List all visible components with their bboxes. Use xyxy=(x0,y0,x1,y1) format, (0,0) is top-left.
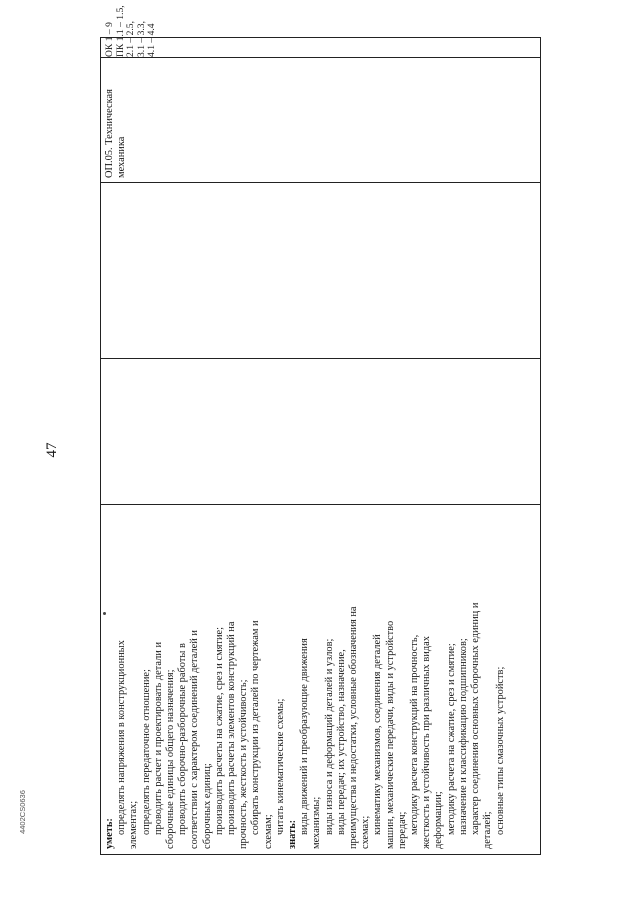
znat-line: назначение и классификацию подшипников; xyxy=(457,638,469,835)
znat-line: виды передач; их устройство, назначение, xyxy=(335,649,347,835)
skills-knowledge-cell xyxy=(101,505,540,854)
umet-heading: уметь: xyxy=(104,818,115,849)
znat-line: жесткость и устойчивость при различных видах xyxy=(421,636,433,849)
document-code: 4402CS0636 xyxy=(18,790,27,834)
discipline-title: ОП.05. Техническая xyxy=(104,89,115,178)
competency-line: 4.1 – 4.4 xyxy=(146,23,158,57)
umet-line: определять напряжения в конструкционных xyxy=(116,640,128,835)
znat-line: виды износа и деформаций деталей и узлов; xyxy=(323,638,335,835)
umet-line: элементах; xyxy=(128,800,140,849)
znat-line: методику расчета на сжатие, срез и смятие; xyxy=(445,643,457,835)
znat-line: передач; xyxy=(396,811,408,849)
znat-line: методику расчета конструкций на прочность, xyxy=(409,634,421,835)
umet-line: определять передаточное отношение; xyxy=(140,669,152,835)
znat-line: основные типы смазочных устройств; xyxy=(494,666,506,835)
znat-line: механизмы; xyxy=(311,796,323,849)
rotated-table-frame xyxy=(100,5,541,855)
umet-line: собирать конструкции из деталей по чертежам и xyxy=(250,620,262,835)
empty-cell xyxy=(101,183,540,359)
umet-line: соответствии с характером соединений деталей и xyxy=(189,630,201,849)
competency-line: 2.1 – 2.5, xyxy=(125,21,137,57)
znat-list xyxy=(299,510,506,849)
znat-line: преимущества и недостатки, условные обозначения на xyxy=(348,606,360,849)
competencies-cell xyxy=(101,5,540,58)
umet-line: прочность, жесткость и устойчивость; xyxy=(238,679,250,849)
znat-line: характер соединения основных сборочных единиц и xyxy=(470,602,482,835)
znat-line: схемах; xyxy=(360,815,372,849)
discipline-cell xyxy=(101,58,540,183)
znat-line: машин, механические передачи, виды и устройство xyxy=(384,620,396,849)
umet-line: сборочных единиц; xyxy=(201,763,213,849)
znat-line: кинематику механизмов, соединения деталей xyxy=(372,634,384,835)
competency-line: ПК 1.1 – 1.5, xyxy=(114,5,126,57)
discipline-title-cont: механика xyxy=(116,136,128,178)
umet-line: производить расчеты элементов конструкций на xyxy=(226,621,238,835)
znat-line: деформации; xyxy=(433,791,445,849)
competency-line: 3.1 – 3.3, xyxy=(135,21,147,57)
competency-line: ОК 1 – 9 xyxy=(104,22,115,57)
umet-list xyxy=(116,510,287,849)
page-number: 47 xyxy=(44,442,60,458)
empty-cell xyxy=(101,359,540,505)
znat-line: деталей; xyxy=(482,811,494,849)
znat-heading: знать: xyxy=(287,819,299,849)
umet-line: сборочные единицы общего назначения; xyxy=(165,669,177,849)
competency-table xyxy=(100,5,541,855)
umet-line: схемам; xyxy=(262,814,274,849)
umet-line: проводить расчет и проектировать детали и xyxy=(152,641,164,835)
znat-line: виды движений и преобразующие движения xyxy=(299,638,311,835)
umet-line: проводить сборочно-разборочные работы в xyxy=(177,643,189,835)
umet-line: читать кинематические схемы; xyxy=(274,698,286,835)
umet-line: производить расчеты на сжатие, срез и смятие; xyxy=(213,626,225,835)
